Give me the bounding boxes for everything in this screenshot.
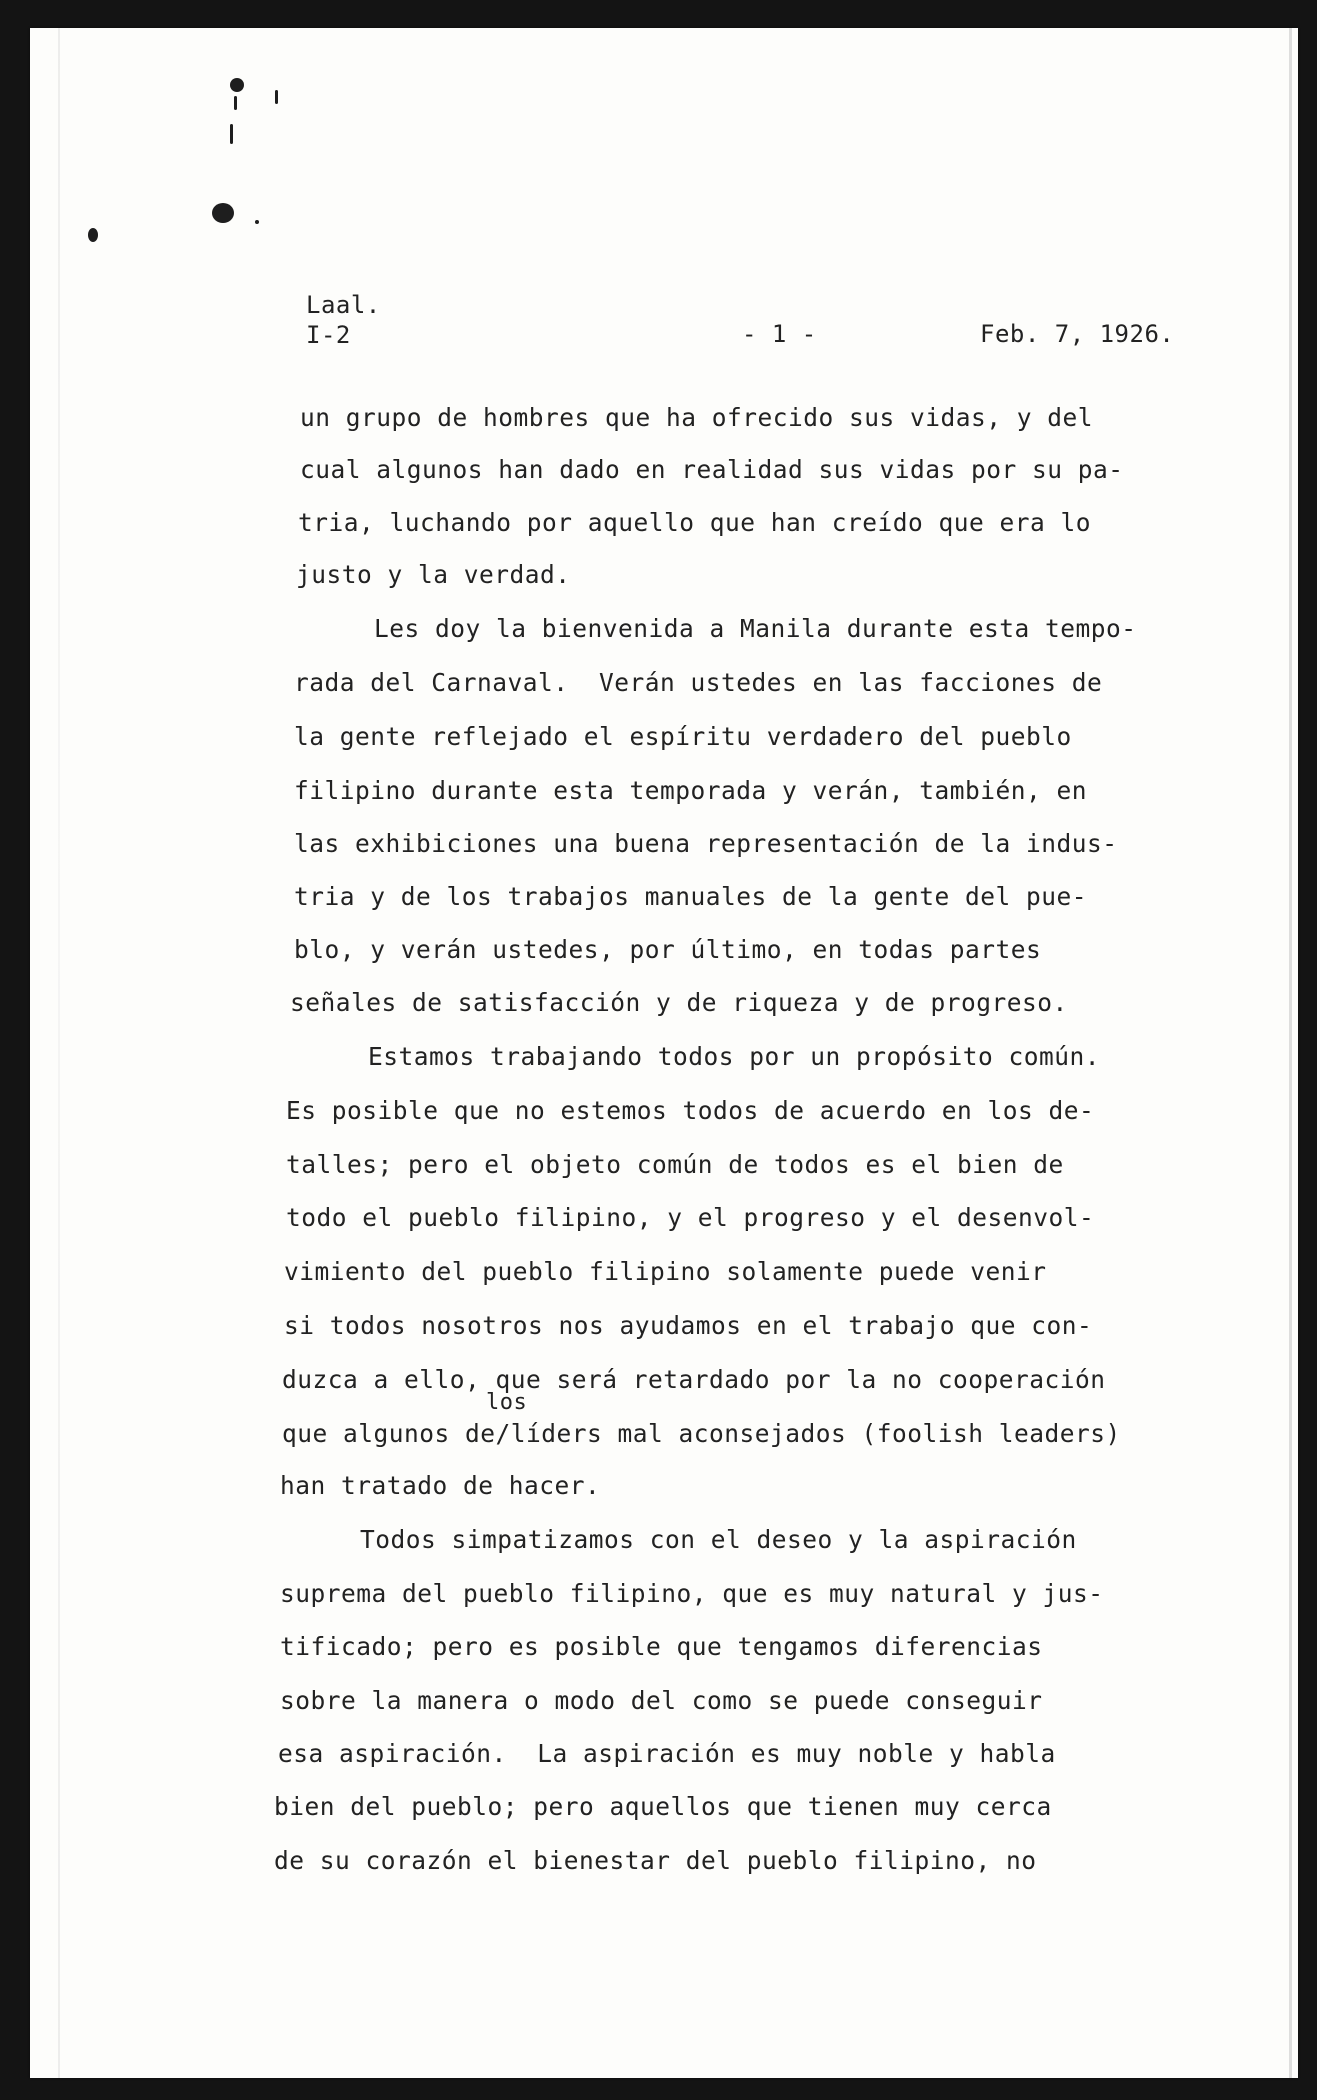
- text-line: que algunos de/líders mal aconsejados (foolish leaders): [282, 1419, 1121, 1448]
- text-line: cual algunos han dado en realidad sus vidas por su pa-: [300, 455, 1124, 484]
- document-date: Feb. 7, 1926.: [980, 320, 1175, 348]
- text-line: filipino durante esta temporada y verán, también, en: [294, 776, 1088, 805]
- text-line: bien del pueblo; pero aquellos que tienen muy cerca: [274, 1792, 1052, 1821]
- body-text: [30, 28, 1298, 2078]
- text-line: sobre la manera o modo del como se puede conseguir: [280, 1686, 1043, 1715]
- text-line: tria y de los trabajos manuales de la gente del pue-: [294, 882, 1088, 911]
- text-line: justo y la verdad.: [296, 560, 571, 589]
- text-line: tria, luchando por aquello que han creído que era lo: [298, 508, 1092, 537]
- text-line: Todos simpatizamos con el deseo y la aspiración: [360, 1525, 1077, 1554]
- text-line: esa aspiración. La aspiración es muy noble y habla: [278, 1739, 1056, 1768]
- text-line: todo el pueblo filipino, y el progreso y el desenvol-: [286, 1203, 1095, 1232]
- text-line: han tratado de hacer.: [280, 1471, 601, 1500]
- text-line: duzca a ello, que será retardado por la no cooperación: [282, 1365, 1106, 1394]
- text-line: blo, y verán ustedes, por último, en todas partes: [294, 935, 1042, 964]
- reference-line-2: I-2: [306, 321, 351, 349]
- text-line: tificado; pero es posible que tengamos diferencias: [280, 1632, 1043, 1661]
- interlinear-insert: los: [486, 1390, 528, 1415]
- text-line: talles; pero el objeto común de todos es el bien de: [286, 1150, 1064, 1179]
- text-line: Estamos trabajando todos por un propósito común.: [368, 1042, 1101, 1071]
- text-line: si todos nosotros nos ayudamos en el trabajo que con-: [284, 1311, 1093, 1340]
- text-line: la gente reflejado el espíritu verdadero del pueblo: [294, 722, 1072, 751]
- text-line: rada del Carnaval. Verán ustedes en las facciones de: [294, 668, 1103, 697]
- text-line: Les doy la bienvenida a Manila durante esta tempo-: [374, 614, 1137, 643]
- text-line: las exhibiciones una buena representación de la indus-: [294, 829, 1118, 858]
- text-line: de su corazón el bienestar del pueblo filipino, no: [274, 1846, 1037, 1875]
- text-line: vimiento del pueblo filipino solamente puede venir: [284, 1257, 1047, 1286]
- text-line: suprema del pueblo filipino, que es muy natural y jus-: [280, 1579, 1104, 1608]
- page-number: - 1 -: [742, 320, 817, 348]
- text-line: señales de satisfacción y de riqueza y de progreso.: [290, 988, 1068, 1017]
- text-line: Es posible que no estemos todos de acuerdo en los de-: [286, 1096, 1095, 1125]
- reference-line-1: Laal.: [306, 291, 381, 319]
- text-line: un grupo de hombres que ha ofrecido sus vidas, y del: [300, 403, 1094, 432]
- typed-page: [30, 28, 1298, 2078]
